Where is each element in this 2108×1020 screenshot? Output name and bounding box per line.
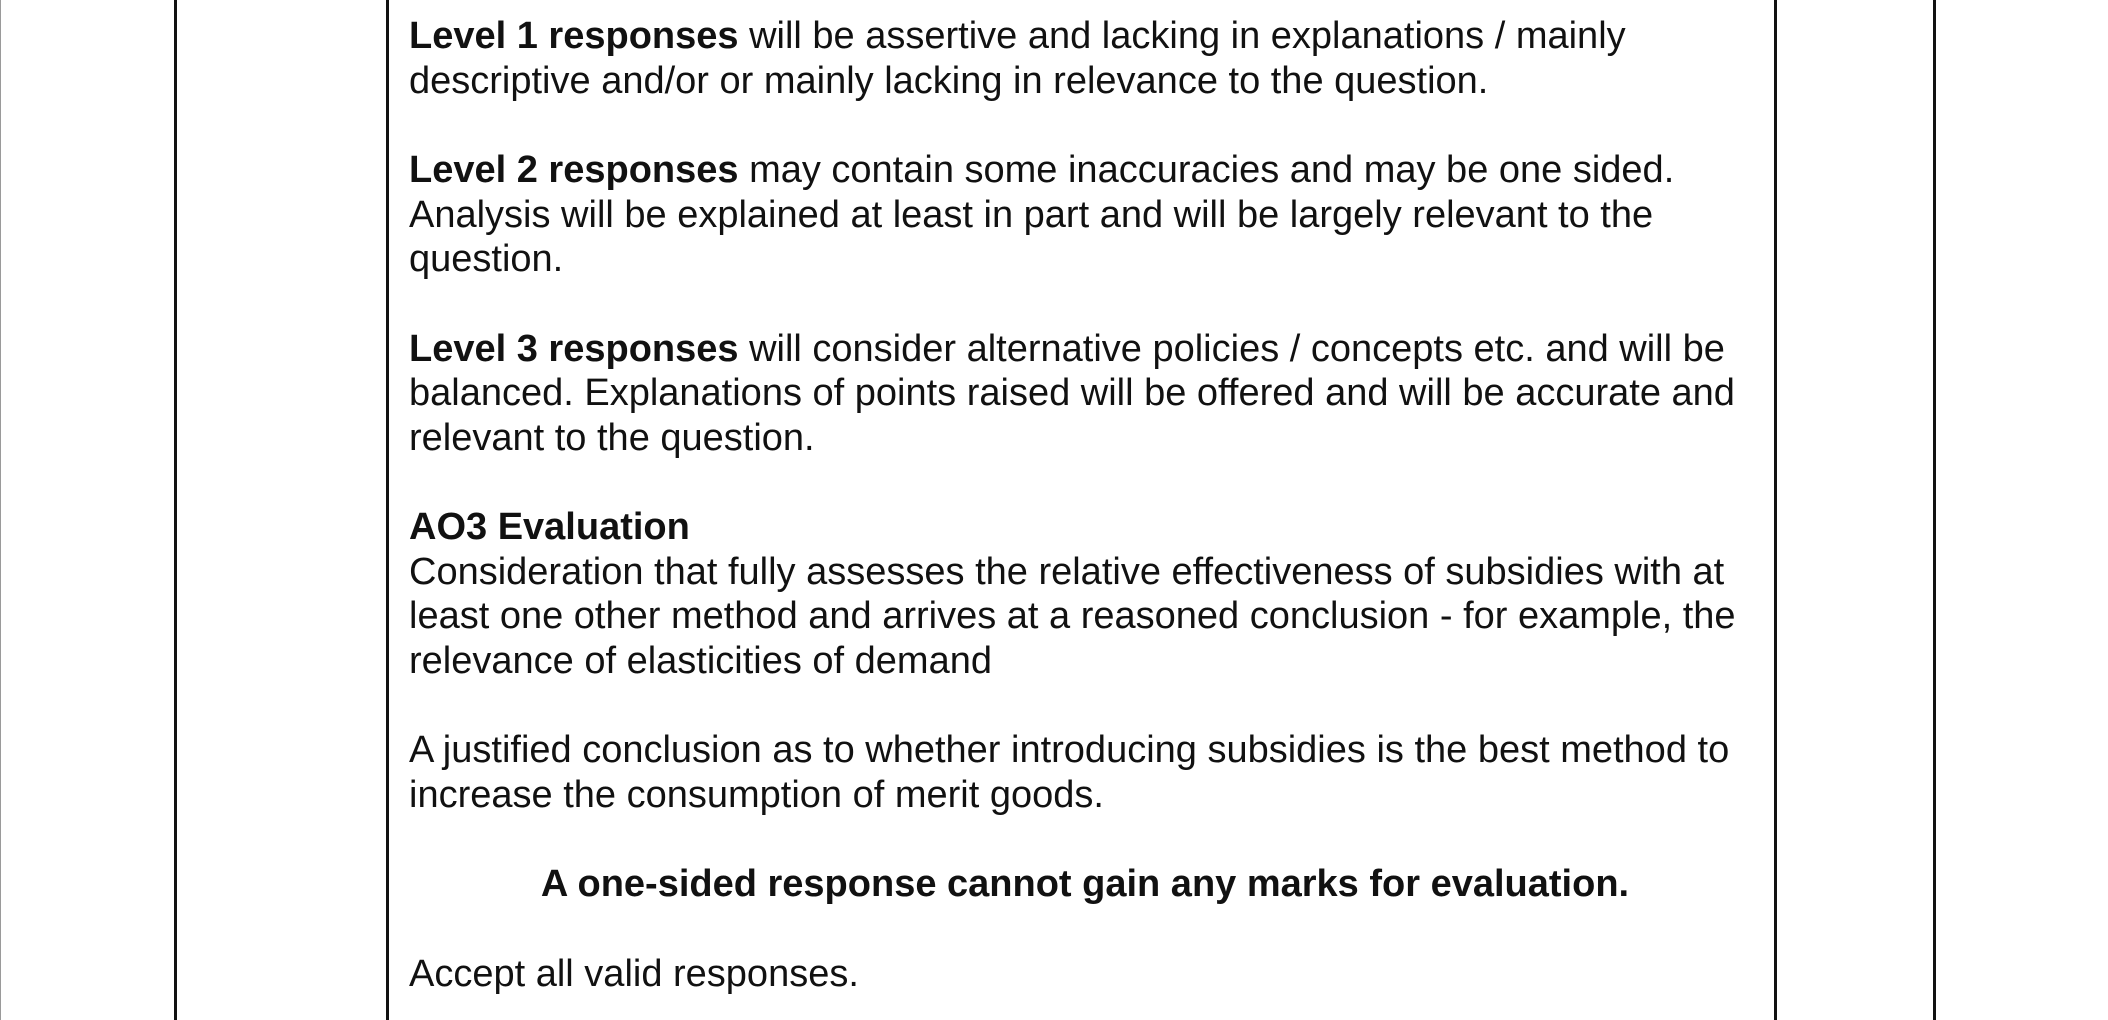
level-1-lead: Level 1 responses [409, 15, 739, 57]
table-column-divider-right [1774, 0, 1777, 1020]
conclusion-description: A justified conclusion as to whether introducing subsidies is the best method to increase the consumption of merit goods. [409, 729, 1730, 816]
level-2-text: may contain some inaccuracies and may be one sided. Analysis will be explained at least in part and will be largely relevant to the question. [409, 149, 1675, 280]
level-3-text: will consider alternative policies / concepts etc. and will be balanced. Explanations of points raised will be offered and will be accurate and relevant to the question. [409, 327, 1735, 459]
mark-scheme-guidance-cell [409, 14, 1761, 996]
table-right-border [1933, 0, 1936, 1020]
level-2-descriptor [409, 148, 1761, 282]
level-1-text: will be assertive and lacking in explanations / mainly descriptive and/or or mainly lacking in relevance to the question. [409, 15, 1626, 102]
ao3-heading: AO3 Evaluation [409, 506, 690, 548]
level-2-lead: Level 2 responses [409, 149, 739, 191]
page-edge-line [0, 0, 1, 1020]
table-left-border [174, 0, 177, 1020]
level-3-descriptor [409, 327, 1761, 461]
level-3-lead: Level 3 responses [409, 327, 739, 370]
ao3-description: Consideration that fully assesses the relative effectiveness of subsidies with at least one other method and arrives at a reasoned conclusion - for example, the relevance of elasticities of demand [409, 550, 1736, 682]
accept-note: Accept all valid responses. [409, 952, 859, 995]
one-sided-note: A one-sided response cannot gain any marks for evaluation. [540, 863, 1630, 905]
table-column-divider-left [386, 0, 389, 1020]
level-1-descriptor [409, 14, 1761, 103]
